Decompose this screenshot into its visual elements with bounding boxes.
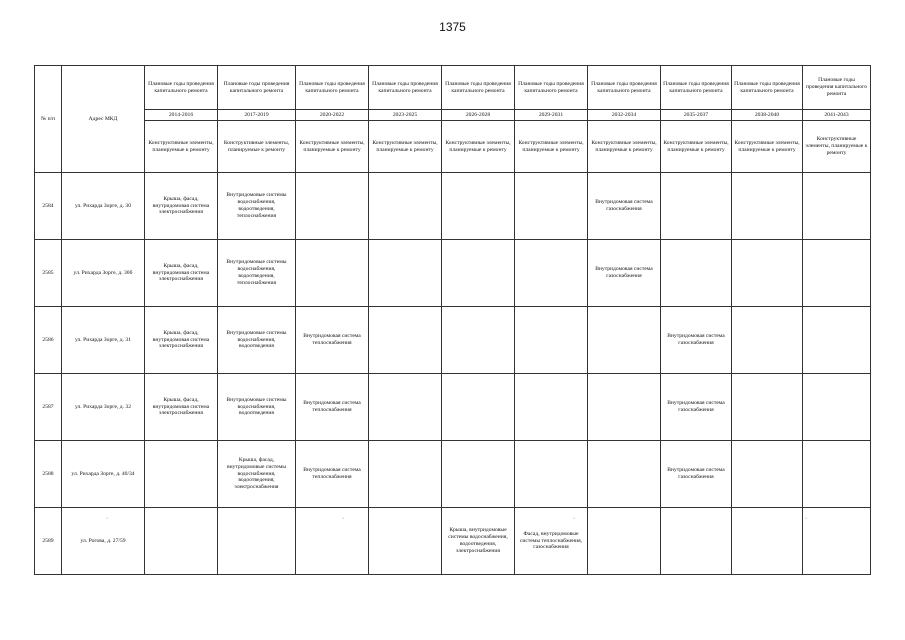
stray-mark: · [805, 516, 807, 522]
planned-years-header: Плановые годы проведения капитального ремонта [218, 66, 296, 110]
planned-years-header: Плановые годы проведения капитального ремонта [732, 66, 803, 110]
repair-elements-cell: Крыша, фасад, внутридомовая система электроснабжения [145, 173, 218, 240]
repair-elements-cell [369, 441, 442, 508]
row-number: 2587 [35, 374, 62, 441]
repair-elements-cell [442, 441, 515, 508]
header-row-elements [35, 121, 871, 173]
repair-elements-cell [732, 173, 803, 240]
period-header: 2035-2037 [661, 110, 732, 121]
repair-elements-cell [732, 441, 803, 508]
planned-years-header: Плановые годы проведения капитального ремонта [442, 66, 515, 110]
repair-elements-cell [661, 240, 732, 307]
elements-header: Конструктивные элементы, планируемые к ремонту [369, 121, 442, 173]
elements-header: Конструктивные элементы, планируемые к ремонту [442, 121, 515, 173]
repair-elements-cell [369, 307, 442, 374]
repair-elements-cell: Внутридомовая система теплоснабжения [296, 441, 369, 508]
stray-mark: · [342, 516, 344, 522]
repair-elements-cell [661, 173, 732, 240]
row-number: 2585 [35, 240, 62, 307]
repair-elements-cell [442, 240, 515, 307]
repair-elements-cell [145, 508, 218, 575]
period-header: 2026-2028 [442, 110, 515, 121]
repair-elements-cell [442, 374, 515, 441]
repair-elements-cell: Внутридомовые системы водоснабжения, водоотведения, теплоснабжения [218, 240, 296, 307]
table-row [35, 240, 871, 307]
row-number: 2589 [35, 508, 62, 575]
row-address: ул. Рихарда Зорге, д. 32 [62, 374, 145, 441]
repair-elements-cell: Внутридомовая система газоснабжения [661, 441, 732, 508]
repair-elements-cell [515, 173, 588, 240]
repair-elements-cell: Внутридомовая система теплоснабжения [296, 307, 369, 374]
repair-elements-cell [588, 508, 661, 575]
column-header-number: № п/п [35, 66, 62, 173]
repair-elements-cell [803, 374, 871, 441]
repair-elements-cell [732, 374, 803, 441]
column-header-address: Адрес МКД [62, 66, 145, 173]
period-header: 2041-2043 [803, 110, 871, 121]
period-header: 2029-2031 [515, 110, 588, 121]
repair-elements-cell: Внутридомовая система газоснабжения [588, 240, 661, 307]
elements-header: Конструктивные элементы, планируемые к ремонту [515, 121, 588, 173]
period-header: 2020-2022 [296, 110, 369, 121]
planned-years-header: Плановые годы проведения капитального ремонта [369, 66, 442, 110]
repair-elements-cell [296, 240, 369, 307]
planned-years-header: Плановые годы проведения капитального ремонта [803, 66, 871, 110]
period-header: 2014-2016 [145, 110, 218, 121]
row-number: 2588 [35, 441, 62, 508]
period-header: 2038-2040 [732, 110, 803, 121]
row-number: 2584 [35, 173, 62, 240]
table-row [35, 374, 871, 441]
page-number: 1375 [439, 20, 466, 34]
repair-elements-cell [145, 441, 218, 508]
repair-elements-cell [296, 508, 369, 575]
repair-elements-cell [369, 173, 442, 240]
row-address: ул. Рогова, д. 27/59 [62, 508, 145, 575]
repair-elements-cell: Крыша, внутридомовые системы водоснабжения, водоотведения, электроснабжения [442, 508, 515, 575]
row-address: ул. Рихарда Зорге, д. 31 [62, 307, 145, 374]
elements-header: Конструктивные элементы, планируемые к ремонту [145, 121, 218, 173]
repair-elements-cell [442, 307, 515, 374]
repair-elements-cell [803, 173, 871, 240]
period-header: 2023-2025 [369, 110, 442, 121]
repair-elements-cell: Внутридомовая система газоснабжения [661, 374, 732, 441]
row-address: ул. Рихарда Зорге, д. 30б [62, 240, 145, 307]
planned-years-header: Плановые годы проведения капитального ремонта [296, 66, 369, 110]
row-address: ул. Рихарда Зорге, д. 40/34 [62, 441, 145, 508]
repair-elements-cell [588, 307, 661, 374]
repair-elements-cell: Внутридомовые системы водоснабжения, водоотведения, теплоснабжения [218, 173, 296, 240]
repair-elements-cell [732, 240, 803, 307]
stray-mark: · [106, 516, 108, 522]
repair-elements-cell: Внутридомовые системы водоснабжения, водоотведения [218, 374, 296, 441]
repair-elements-cell: Внутридомовая система газоснабжения [588, 173, 661, 240]
repair-elements-cell: Фасад, внутридомовые системы теплоснабжения, газоснабжения [515, 508, 588, 575]
repair-elements-cell [803, 441, 871, 508]
elements-header: Конструктивные элементы, планируемые к ремонту [218, 121, 296, 173]
header-row-planned [35, 66, 871, 110]
elements-header: Конструктивные элементы, планируемые к ремонту [588, 121, 661, 173]
planned-years-header: Плановые годы проведения капитального ремонта [145, 66, 218, 110]
stray-mark: · [573, 516, 575, 522]
elements-header: Конструктивные элементы, планируемые к ремонту [732, 121, 803, 173]
repair-elements-cell: Крыша, фасад, внутридомовые системы водоснабжения, водоотведения, электроснабжения [218, 441, 296, 508]
repair-elements-cell: Крыша, фасад, внутридомовая система электроснабжения [145, 374, 218, 441]
repair-elements-cell [369, 508, 442, 575]
repair-elements-cell [732, 508, 803, 575]
repair-elements-cell [515, 374, 588, 441]
table-row [35, 173, 871, 240]
planned-years-header: Плановые годы проведения капитального ремонта [515, 66, 588, 110]
repair-elements-cell [661, 508, 732, 575]
repair-elements-cell [803, 307, 871, 374]
repair-elements-cell [588, 441, 661, 508]
table-row [35, 307, 871, 374]
elements-header: Конструктивные элементы, планируемые к ремонту [661, 121, 732, 173]
planned-years-header: Плановые годы проведения капитального ремонта [588, 66, 661, 110]
repair-elements-cell [515, 240, 588, 307]
row-address: ул. Рихарда Зорге, д. 30 [62, 173, 145, 240]
repair-elements-cell [442, 173, 515, 240]
table-row [35, 441, 871, 508]
repair-elements-cell [369, 374, 442, 441]
repair-elements-cell: Внутридомовая система теплоснабжения [296, 374, 369, 441]
repair-elements-cell: Внутридомовые системы водоснабжения, водоотведения [218, 307, 296, 374]
row-number: 2586 [35, 307, 62, 374]
header-row-periods [35, 110, 871, 121]
repair-elements-cell: Внутридомовая система газоснабжения [661, 307, 732, 374]
repair-elements-cell [588, 374, 661, 441]
repair-elements-cell [218, 508, 296, 575]
period-header: 2017-2019 [218, 110, 296, 121]
repair-elements-cell [515, 307, 588, 374]
table-row [35, 508, 871, 575]
planned-years-header: Плановые годы проведения капитального ремонта [661, 66, 732, 110]
repair-elements-cell [296, 173, 369, 240]
repair-elements-cell: Крыша, фасад, внутридомовая система электроснабжения [145, 240, 218, 307]
elements-header: Конструктивные элементы, планируемые к ремонту [296, 121, 369, 173]
repair-elements-cell [369, 240, 442, 307]
period-header: 2032-2034 [588, 110, 661, 121]
repair-elements-cell [732, 307, 803, 374]
elements-header: Конструктивные элементы, планируемые к ремонту [803, 121, 871, 173]
repair-elements-cell [515, 441, 588, 508]
repair-elements-cell [803, 240, 871, 307]
repair-elements-cell: Крыша, фасад, внутридомовая система электроснабжения [145, 307, 218, 374]
capital-repair-schedule-table [34, 65, 871, 575]
repair-elements-cell [803, 508, 871, 575]
